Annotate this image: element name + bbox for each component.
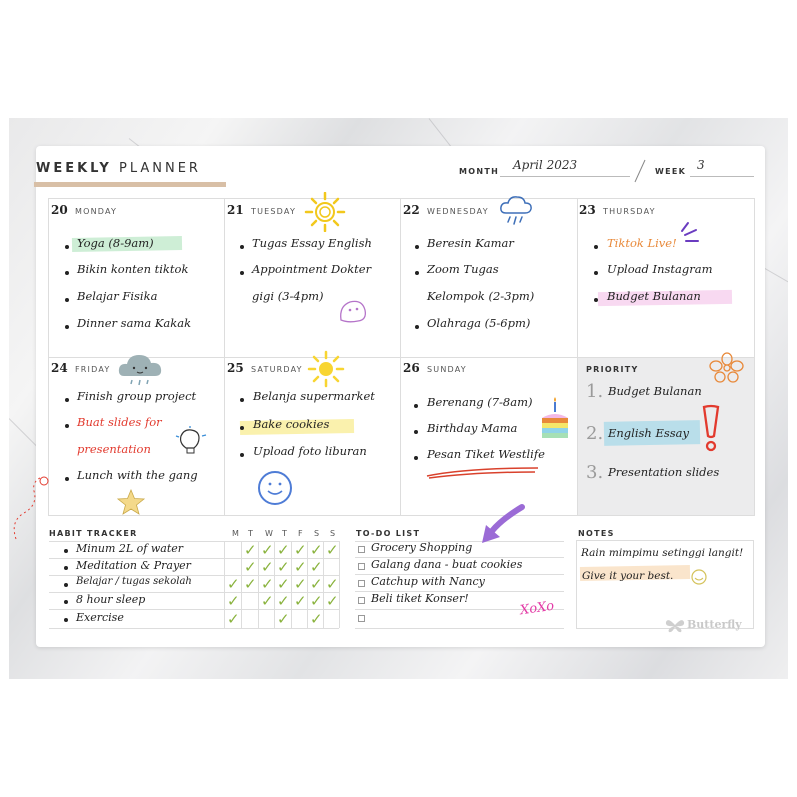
- flower-icon: [707, 351, 747, 385]
- task-item: Belajar Fisika: [77, 289, 158, 303]
- exclamation-icon: [698, 404, 724, 454]
- task-item: Zoom Tugas: [427, 262, 499, 276]
- task-item: Finish group project: [77, 389, 197, 403]
- habit-checkmark-icon: ✓: [294, 575, 307, 593]
- habit-checkmark-icon: ✓: [244, 575, 257, 593]
- task-item: Tiktok Live!: [607, 236, 677, 250]
- habit-checkmark-icon: ✓: [261, 558, 274, 576]
- title-underline: [34, 182, 226, 187]
- task-item: Belanja supermarket: [253, 389, 375, 403]
- priority-number: 3.: [586, 462, 604, 483]
- task-item: gigi (3-4pm): [252, 289, 324, 303]
- day-number: 23: [579, 203, 596, 217]
- rain-cloud-icon: [498, 193, 534, 229]
- lightbulb-icon: [174, 426, 210, 460]
- task-item: Bake cookies: [253, 417, 330, 431]
- day-number: 21: [227, 203, 244, 217]
- habit-checkmark-icon: ✓: [277, 610, 290, 628]
- habit-checkmark-icon: ✓: [277, 592, 290, 610]
- todo-item: Galang dana - buat cookies: [371, 558, 523, 571]
- day-name: SUNDAY: [427, 365, 467, 374]
- habit-checkmark-icon: ✓: [261, 592, 274, 610]
- habit-item: Belajar / tugas sekolah: [76, 576, 192, 587]
- day-number: 22: [403, 203, 420, 217]
- priority-number: 2.: [586, 423, 604, 444]
- birthday-cake-icon: [538, 396, 572, 442]
- todo-item: Catchup with Nancy: [371, 575, 485, 588]
- notes-line: Rain mimpimu setinggi langit!: [581, 547, 744, 559]
- task-item: Upload foto liburan: [253, 444, 367, 458]
- sun-icon: [306, 350, 346, 388]
- priority-item: Budget Bulanan: [608, 384, 702, 398]
- habit-checkmark-icon: ✓: [310, 592, 323, 610]
- day-number: 26: [403, 361, 420, 375]
- month-line: [500, 176, 630, 177]
- notes-line: Give it your best.: [582, 570, 674, 582]
- habit-checkmark-icon: ✓: [227, 592, 240, 610]
- todo-checkbox[interactable]: [358, 563, 365, 570]
- todo-checkbox[interactable]: [358, 580, 365, 587]
- task-item: presentation: [77, 442, 151, 456]
- notes-label: NOTES: [578, 529, 615, 538]
- star-icon: [117, 489, 145, 515]
- priority-label: PRIORITY: [586, 365, 639, 374]
- habit-checkmark-icon: ✓: [227, 610, 240, 628]
- todo-label: TO-DO LIST: [356, 529, 421, 538]
- todo-item: Beli tiket Konser!: [371, 592, 469, 605]
- slash-divider-icon: [633, 158, 647, 184]
- day-name: FRIDAY: [75, 365, 111, 374]
- habit-checkmark-icon: ✓: [277, 558, 290, 576]
- red-underline-scribble: [425, 462, 541, 480]
- day-number: 20: [51, 203, 68, 217]
- task-item: Kelompok (2-3pm): [427, 289, 535, 303]
- xoxo-doodle: XoXo: [519, 598, 556, 619]
- habit-item: Minum 2L of water: [76, 542, 184, 555]
- habit-checkmark-icon: ✓: [244, 558, 257, 576]
- habit-checkmark-icon: ✓: [310, 541, 323, 559]
- habit-checkmark-icon: ✓: [261, 575, 274, 593]
- task-item: Dinner sama Kakak: [77, 316, 192, 330]
- habit-checkmark-icon: ✓: [261, 541, 274, 559]
- todo-item: Grocery Shopping: [371, 541, 473, 554]
- task-item: Berenang (7-8am): [427, 395, 533, 409]
- day-name: MONDAY: [75, 207, 118, 216]
- habit-item: Meditation & Prayer: [76, 559, 191, 572]
- sparkle-lines-icon: [676, 221, 702, 245]
- todo-checkbox[interactable]: [358, 546, 365, 553]
- priority-number: 1.: [586, 381, 604, 402]
- day-number: 25: [227, 361, 244, 375]
- task-item: Beresin Kamar: [427, 236, 514, 250]
- task-item: Upload Instagram: [607, 262, 713, 276]
- habit-checkmark-icon: ✓: [277, 575, 290, 593]
- smiley-icon: [690, 568, 708, 586]
- habit-checkmark-icon: ✓: [294, 558, 307, 576]
- sun-icon: [303, 192, 347, 232]
- ghost-icon: [336, 296, 370, 326]
- butterfly-icon: [664, 617, 686, 633]
- task-item: Yoga (8-9am): [77, 236, 154, 250]
- task-item: Buat slides for: [77, 415, 162, 429]
- day-name: WEDNESDAY: [427, 207, 489, 216]
- priority-item: English Essay: [608, 426, 690, 440]
- arrow-icon: [478, 503, 526, 547]
- smiley-face-icon: [254, 468, 296, 508]
- week-line: [690, 176, 754, 177]
- habit-checkmark-icon: ✓: [294, 541, 307, 559]
- habit-checkmark-icon: ✓: [294, 592, 307, 610]
- task-item: Budget Bulanan: [607, 289, 701, 303]
- task-item: Birthday Mama: [427, 421, 518, 435]
- month-label: MONTH: [459, 167, 500, 176]
- dotted-swirl-doodle: [8, 471, 58, 543]
- habit-checkmark-icon: ✓: [326, 592, 339, 610]
- day-number: 24: [51, 361, 68, 375]
- brand-logo: Butterfly: [687, 618, 742, 631]
- habit-checkmark-icon: ✓: [310, 558, 323, 576]
- habit-checkmark-icon: ✓: [310, 610, 323, 628]
- habit-checkmark-icon: ✓: [326, 575, 339, 593]
- day-name: TUESDAY: [251, 207, 297, 216]
- habit-checkmark-icon: ✓: [227, 575, 240, 593]
- day-name: THURSDAY: [603, 207, 656, 216]
- task-item: Bikin konten tiktok: [77, 262, 189, 276]
- planner-title: WEEKLY PLANNER: [36, 161, 201, 176]
- habit-item: Exercise: [76, 611, 124, 624]
- task-item: Appointment Dokter: [252, 262, 372, 276]
- task-item: Tugas Essay English: [252, 236, 372, 250]
- todo-checkbox[interactable]: [358, 597, 365, 604]
- week-label: WEEK: [655, 167, 687, 176]
- week-value: 3: [697, 158, 705, 172]
- habit-checkmark-icon: ✓: [310, 575, 323, 593]
- task-item: Lunch with the gang: [77, 468, 198, 482]
- habit-checkmark-icon: ✓: [244, 541, 257, 559]
- day-name: SATURDAY: [251, 365, 303, 374]
- task-item: Olahraga (5-6pm): [427, 316, 531, 330]
- habit-item: 8 hour sleep: [76, 593, 146, 606]
- cloud-face-icon: [116, 350, 166, 388]
- habit-checkmark-icon: ✓: [326, 541, 339, 559]
- task-item: Pesan Tiket Westlife: [427, 447, 545, 461]
- priority-item: Presentation slides: [608, 465, 720, 479]
- todo-checkbox[interactable]: [358, 615, 365, 622]
- habit-tracker-label: HABIT TRACKER: [49, 529, 138, 538]
- month-value: April 2023: [513, 158, 578, 172]
- habit-checkmark-icon: ✓: [277, 541, 290, 559]
